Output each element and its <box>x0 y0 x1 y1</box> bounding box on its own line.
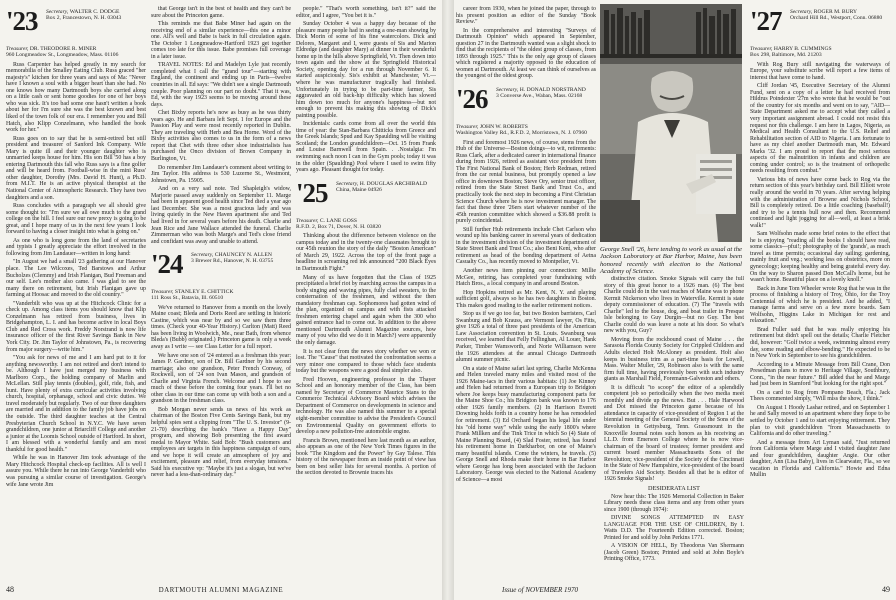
right-column-2 <box>604 276 744 568</box>
right-page <box>454 0 896 600</box>
running-footer-right: Issue of NOVEMBER 1970 <box>502 586 579 594</box>
left-page <box>0 0 442 600</box>
desiderata-subhead: DESIDERATA LIST <box>648 484 700 492</box>
paragraph: Various bits of news have come back to Rog via the return section of this year's birthday card. Bill Elliott wrote really around the world in 70 years. After serving helping with the administration of Browne and Nichols School, Bill is completely retired. Do a little coaching (baseball!) and try to be a tennis bull now and then. Recommend continued and light jogging for all—well, at least a brisk walk!" <box>750 176 890 229</box>
paragraph: And a message from Art Lyman said, "Just returned from California where Marge and I visited daughter Jane and four grandchildren, daughter Angie. Our other daughter, Ann (Lisa Baby), lives in Clearwater, Fla., so we vacation in Florida and California." Howie and Edna Mullin <box>750 439 890 479</box>
paragraph: This reminds me that Babe Miner had again on the receiving end of a similar experience—this one a minor one. All's well and Babe is back in full circulation again. The October 1 Longmeadow-Hartford 1923 get together comes too late for this issue. Babe promises full coverage in a later issue. <box>151 21 291 60</box>
paragraph: people." "That's worth something, isn't it?" said the editor, and I agree, "You bet it is." <box>296 6 436 19</box>
paragraph: Cliff Jordan '45, Executive Secretary of the Alumni Fund, sent on a copy of a letter he had received from Hildrus Poindexter '27m who wrote that he would be "out of the country for six months and went on to say, "AID—State Department asked me to accept what they called a very important assignment abroad. I could not resist this request nor this challenge. I am here in Lagos, Nigeria, as Medical and Health Consultant to the U.S. Relief and Rehabilitation section of AID to Nigeria. I am fortunate to have as my chief another Dartmouth man, Mr. Edward Marks '32. I am proud to report that the most serious aspects of the malnutrition in infants and children are coming under control; so is the treatment of orthopedic needs resulting from combat." <box>750 83 890 175</box>
paragraph: While he was in Hanover Jim took advantage of the Mary Hitchcock Hospital check-up facilities. All is well I assure you. While there he ran into George Vanderbilt who was pursuing a similar course of investigation. George's wife Jane wrote Jim <box>6 455 146 488</box>
paragraph: In the comprehensive and interesting "Surveys of Dartmouth Opinion" which appeared in September, question 27 in the Dartmouth wanted was a slight shock to find that the recipients of "the oldest group of classes, from 1893 through 1925." This is the only age group of classes which registered a majority opposed to the education of women at Dartmouth. At least we can think of ourselves as the youngest of the oldest group. <box>456 27 596 80</box>
paragraph: We have one son of '24 entered as a freshman this year: James P. Gardner, son of Dr. Bill Gardner by his second marriage; also one grandson, Peter French Conway, of Rockwell, son of '24 son Ivan Mason, and grandson of Charlie and Virginia French. Welcome and I hope to see much of these before the coming four years. I'll bet no other class in our time can come up with both a son and a grandson in the freshman class. <box>151 352 291 405</box>
paragraph: With Rog Bury still navigating the waterways of Europe, your substitute scribe will report a few items of interest that have come to hand. <box>750 61 890 81</box>
paragraph: Many of us have forgotten that the Class of 1925 precipitated a brief riot by marching across the campus in a body singing and waving pipes, fully clad sweaters, to the consternation of the freshmen, and without the then mandatory freshman cap. Sophomores had gotten wind of the plan, organized on campus and with fists attacked freshmen entering chapel and again when the 300 who gained entrance had to come out. In addition to the above mentioned Dartmouth Alumni Magazine sources, how many of you who did we do it in March?) were apparently the only damage. <box>296 274 436 347</box>
paragraph: Bob Morgan never sends us news of his work as chairman of the Boston Five Cents Savings Bank, but my helpful spies sent a clipping from "The U. S. Investor" (9-21-70) describing the bank's "Have a Happy Day" program, and showing Bob presenting the first award medal to Mayor White. Said Bob: "Bush customers and employees are targets in this happiness campaign of ours, and we hope it will create an atmosphere of joy and excitement, pleasure and relief, from everyday tensions." Said his executive vp: "Maybe it's just a slogan, but we've never had a less-than-ordinary day." <box>151 406 291 479</box>
george-snell-photo <box>600 4 742 242</box>
left-column-2 <box>151 6 291 576</box>
class-year: '23 <box>6 6 38 36</box>
class-secretary: Secretary, WALTER C. DODGE Box 2, Francestown, N. H. 03043 <box>46 9 122 22</box>
class-secretary: Secretary, CHAUNCEY N. ALLEN 3 Brewer Rd., Hanover, N. H. 03755 <box>191 252 274 265</box>
paragraph: Stop us if we go too far, but two Boston barristers, Carl Swanburg and Bob Krauss, are Vermont lawyer, Os Fitts, give 1926 a total of three past presidents of the American Law Association convention in St. Louis. Swanburg was received, we learned that Felly Fellinghan, Al Louer, Hank Parker, Timber Wamsworth, and Norie Williamson were the 1926 attendees at the annual Chicago Dartmouth alumni summer picnic. <box>456 311 596 364</box>
class-header-1926 <box>456 84 596 122</box>
class-secretary: Secretary, H. DOUGLAS ARCHIBALD China, Maine 04926 <box>336 180 428 193</box>
class-secretary: Secretary, H. DONALD NORSTRAND 3 Converse Ave., Waban, Mass. 02168 <box>496 87 586 100</box>
class-treasurer: Treasurer, DR. THEODORE R. MINER 960 Longmeadow St., Longmeadow, Mass. 01106 <box>6 46 119 59</box>
paragraph: career from 1930, when he joined the paper, through to his present position as editor of the Sunday "Book Review." <box>456 6 596 26</box>
paragraph: distinctive citation. Smoke Signals will carry the full story of this great honor to a 1926 man. (6) The best Charlie could do in the vast reaches of Maine was to phone Kermit Nickerson who lives in Waterville. Kermit is state deputy commissioner of education. (7) The "travels with Charlie" led to the house, dog, and boat trailer in Presque Isle belonging to Guy Durgin—but no Guy. The best Charlie could do was leave a note at his door. So what's new with you, Guy? <box>604 276 744 335</box>
paragraph: Sunday October 4 was a happy day because of the pleasure many people had in seeing a one-man showing by Dick Morin of some of his fine watercolors. Dick and Delores, Margaret and I, were guests of Sis and Marion Eldredge (and daughter Mary) at dinner in their wonderful home up in the hills above Springfield, Vt. Then down into town again and the show at the Springfield Historical Society, opening day for a run through November 6. It started auspiciously. Sis's exhibit at Manchester, Vt.—where he was manufacturer tragically had finished. Unfortunately in trying to be part-time farmer, Sis aggravated an old back-hip difficulty which has slowed him down too much for anyone's happiness—but not enough to prevent his making this showing of Dick's painting possible. <box>296 21 436 119</box>
paragraph: Back in June Tom Wheeler wrote Rog that he was in the process of finishing a history of Troy, Ohio, for the Troy Centennial of which he is president. And he added, "I manage farms and serve on a few more boards. Sam Wolfsohn, Higgins Lake in Michigan for rest and relaxation." <box>750 285 890 325</box>
paragraph: Russ Carpenter has helped greatly in my search for memorabilia of the Smalley Eating Club. Russ graced "her majesty's" kitchen for three years and says of Ma: "Never have I known a soul with a bigger heart than she had. No one knows how many Dartmouth boys she carried along on a little cash or sent home goodies for one of her boys who was sick. It's too bad some one hasn't written a book about her for I'm sure she was the best known and best liked of the town folk of our era. I remember you and Bill Hatch, also Klipp Conzelmann, who handled the book work for her." <box>6 61 146 134</box>
paragraph: Another news item pinning our connection: Millie McGee, retiring, has completed your fundraising with Hatch Bros., a local company in and around Boston. <box>456 268 596 288</box>
photo-caption: George Snell '26, here tending to work as usual at the Jackson Laboratory at Bar Harbor, Maine, has been honored recently with election to the National Academy of Science. <box>600 246 742 276</box>
paragraph: Russ goes on to say that he is semi-retired but still president and treasurer of Sanford Ink Company. Wife Mary is quite ill and their younger daughter who is unmarried keeps house for him. His son Bill '50 has a boy entering Dartmouth this fall who Russ says is a fine golfer and will be heard from. Football-wise in the mini Russ' other daughter, Dorothy (Mrs. David H. Hunt), a Ph.D. from M.I.T. He is an active physical therapist at the National Center of Atmospheric Research. They have two daughters and a son. <box>6 135 146 201</box>
paragraph: As one who is long gone from the land of secretaries and typists I greatly appreciate the effort involved in the following from Jim Landauer—written in long hand: <box>6 237 146 257</box>
paragraph: Now hear this: The 1926 Memorial Collection in Baker Library needs these class items and any from other years since 1900 (through 1974): <box>604 493 744 513</box>
paragraph: TRAVEL NOTES: Ed and Madelyn Lyle just recently completed what I call the "grand tour"—starting with England, the continent and ending up in Paris—twelve countries in all. Ed says: "We didn't see a single Dartmouth couple. Poor planning on our part no doubt." That it was, Ed, with the way 1923 seems to be moving around these days. <box>151 62 291 108</box>
paragraph: "In August we had a small '23 gathering at our Hanover place. The Lee Wilcoxes, Ted Barstows and Arthur Bucholzes (Clemmy) and Irish Flanigan, Bud Freeman and our self. Lee's mother also came. I was glad to see the many there on retirement, but Irish Flanigan gave up farming at Hoosac and moved to the old country." <box>6 259 146 299</box>
class-treasurer: Treasurer, HARRY B. CUMMINGS Box 298, Baltimore, Md. 21203 <box>750 46 832 59</box>
class-header-1924 <box>151 249 291 287</box>
paragraph: "Vanderbilt who was up at the Hitchcock Clinic for a check up. Among class items you should know that Klip Conzelmann has retired from business, lives in Bridgehampton, L. I. and has become active in local Boys Club and Red Cross work. Freddy Norstrand is now life insurance officer of the first River Savings Bank in New York City. Dr. Jim Taylor of Johnstown, Pa., is recovering from major surgery—write him." <box>6 300 146 353</box>
paragraph: Chet Bixby reports he's now as busy as he was thirty years ago. He and Barbara left Sept. 1 for Europe and the Passion Play and were most recently reported in Dublin. They are traveling with Herb and Bea Horne. Word of the Bixby activities also comes to us in the form of a news report that Chet with three other shoe industrialists has purchased the Onco division of Brown Company in Burlington, Vt. <box>151 110 291 163</box>
paragraph: Fred Hooven, engineering professor in the Thayer School and an honorary member of the Class, has been named by Secretary of Commerce Maurice Stans to the Commerce Technical Advisory Board which advises the Department of Commerce on developments in science and technology. He was also named this summer to a special eight-member committee to advise the President's Council on Environmental Quality on government efforts to develop a new pollution-free automobile engine. <box>296 376 436 436</box>
paragraph: On a state of Maine safari last spring, Charlie McKenna and Helen traveled many miles and visited most of the 1926 Maine-iacs in their various habitats: (1) Joe Kinney and Helen had returned from a European trip to Bridgton where Joe keeps busy manufacturing component parts for the Maine Shoe Co.; his Bridgton bank was known to 176 other 1926 family members. (2) In Harrison Everett Downing holds forth in a country home he has remodeled for retirement. (3) Ed Orchard began his legal life under his "old home way" while using the early 1800's where Frank Millken and the Tink Trice in which So (4) State of Maine Planning Board, (4) Slad Foster, retired, has found his retirement home in Darkharbor, on one of Maine's many beautiful islands. Come the winters, he travels. (5) George Snell and Rhoda make their home in Bar Harbor where George has long been associated with the Jackson Laboratory. George was elected to the National Academy of Science—a most <box>456 365 596 483</box>
class-treasurer: Treasurer, JOHN W. ROBERTS Washington Valley Rd., R.F.D. 2, Morristown, N. J. 07960 <box>456 124 587 137</box>
class-year: '27 <box>750 6 782 36</box>
paragraph: A VISION OF HELL, By Theodorus Van Shermann (Jacob Green) Boston; Printed and sold at John Boyle's Printing Office, 1773. <box>604 543 744 563</box>
left-column-1 <box>6 6 146 576</box>
paragraph: On a card to Rog from Pompano Beach, Fla.; Jack Thees commented simply, "Will miss the show, I think." <box>750 389 890 403</box>
right-column-3 <box>750 6 890 576</box>
paragraph: It is difficult "to scoop" the editor of a splendidly competent job so periodically when the two media meet monthly and divide up the news. But . . . Hale Harwood and Dot missed the Princeton game because of his attendance in capacity of vice-president of Region 1 at the biennial meeting of the General Society of the Sons of the Revolution in Gettysburg, Tenn. Grassmount in the Knoxville Journal notes such honors as his receiving an LL.D. from Emerson College where he is now vice-chairman of the board of trustees; former president and current board member Massachusetts Sons of the Revolution; vice-president of the Society of the Cincinnati in the State of New Hampshire, vice-president of the board of Travelers Aid Society. Besides all that he is editor of 1926 Smoke Signals! <box>604 384 744 483</box>
paragraph: Brad Fuller said that he was really enjoying his retirement but didn't spell out the details; Charlie Fletcher did, however: "Golf twice a week, swimming almost every day, some reading and elbow-bending." He expected to be in New York in September to see his grandchildren. <box>750 326 890 360</box>
page-gutter <box>442 0 454 600</box>
paragraph: DIVINE SONGS ATTEMPTED IN EASY LANGUAGE FOR THE USE OF CHILDREN, By I. Watts D.D. The Fourteenth Edition corrected. Boston; Printed for and sold by John Perkins 1771. <box>604 515 744 541</box>
page-number-left: 48 <box>6 585 14 594</box>
class-year: '24 <box>151 249 183 280</box>
paragraph: According to a Minute Message from Bill Crane, Don Presedman plans to move to Heritage Village, Southbury, Conn., "in the near future." Bill added that he and Marge had just been in Stamford "but looking for the right spot." <box>750 361 890 388</box>
class-header-1925 <box>296 178 436 216</box>
paragraph: It is not clear from the news story whether we won or lost. The "Cause" that motivated the confrontation seems a very minor one compared to those which face students today but the weapons were a good deal simpler also. <box>296 348 436 375</box>
paragraph: We've returned to Hanover from a month on the lovely Maine coast; Bleda and Doris Reed are settling in historic Castine, which was near by and so we saw them three times. (Check your 40-Year History.) Carlton (Matt) Reed has been living in Woolwich, Me., near Bath, from whence Bleda's (Bubb) originated.) Princeton game is only a week away as I write — see Class Letter for a full report. <box>151 304 291 351</box>
paragraph: Thinking about the difference between violence on the campus today and in the twenty-one classmates brought to our 45th reunion the story of the daily "Boston American" of March 29, 1922. Across the top of the front page a headline in screaming red ink announced "200 Black Eyes in Dartmouth Fight." <box>296 233 436 272</box>
paragraph: Russ concludes with a paragraph we all should give some thought to: "I'm sure we all owe much to the grand college on the hill. I feel sure our new prexy is going to be great, and I hope many of us in the next few years I look forward to having a closer insight into what is going on." <box>6 203 146 236</box>
paragraph: On August 1 Hoody Lashar retired, and on September 1 he and Sally moved to an apartment where they hope to be settled by October 1 and to start enjoying retirement. They plan to visit grandchildren "from Massachusetts to California and do other traveling." <box>750 404 890 438</box>
paragraph: Sam Wolfsohn made some brief notes to the effect that he is enjoying "reading all the books I should have read, some classics—pfui!; photography of the 'grands', as much travel as time permits; occasional day sailing; gardening, mainly fruit and veg.; working less on obstetrics, more on gynecology; keeping healthy and being grateful every day. On the way to Sharon passed Don McCall's home, but he wasn't home. Beautiful place on a lovely knoll." <box>750 231 890 284</box>
class-treasurer: Treasurer, C. LANE GOSS R.F.D. 2, Box 71, Dover, N. H. 03820 <box>296 217 381 230</box>
library-photo-image <box>600 4 742 242</box>
paragraph: Do remember Jim Landauer's comment about writing to Jim Taylor. His address is 530 Luzerne St., Westmont, Johnstown, Pa. 15905. <box>151 164 291 184</box>
paragraph: And on a very sad note. Ted Shapleigh's widow, Marjorie passed away suddenly on September 11. Marge had been in apparent good health since Ted died a year ago last December. She was a most gracious lady and was living quietly in the New Haven apartment she and Ted had lived in for several years before his death. Charlie and Jean Rice and Jane Wallace attended the funeral. Charlie Zimmerman who was both Marge's and Ted's close friend and confidant was away and unable to attend. <box>151 186 291 245</box>
paragraph: First and foremost 1926 news, of course, stems from the Hub of the Universe—Boston doings—to wit, retirements: Russ Clark, after a dedicated career in international finance during from 1926, retired as assistant vice president from The First National Bank of Boston; Herb Redman, retired from the car rental business, but promptly opened a law office in downtown Boston; Steve Ory, senior trust officer, retired from the State Street Bank and Trust Co., and practically took the next step in becoming a First Christian Science Church where he is now investment manager. The fact that these three '26ers start whatever number of the 45th reunion committee which showed a $36.88 profit is purely coincidental. <box>456 139 596 225</box>
paragraph: "You ask for news of me and I am hard put to it for anything newsworthy. I am not retired and don't intend to be. Although I have just merged my business with Marlboro Corp., the holding company of Marlin and McLellan. Still play tennis (doubles), golf, ride, fish, and hunt. Have plenty of extra curricular activities involving church, hospital, orphanage, school and civic duties. We travel moderately but regularly. Two of our three daughters are married and in addition to the family job have jobs on the outside. The third daughter teaches at the Central Presbyterian Church School in N.Y.C. We have seven grandchildren, one junior at Briarcliff College and another a junior at the Loomis School outside of Hartford. In short, I am blessed with a wonderful family and am most thankful for good health." <box>6 355 146 453</box>
class-treasurer: Treasurer, STANLEY E. CHITTICK 111 Ross St., Batavia, Ill. 60510 <box>151 289 234 302</box>
running-footer-left: DARTMOUTH ALUMNI MAGAZINE <box>158 587 284 594</box>
paragraph: Francis Brown, mentioned here last month as an author, also appears as one of the New York Times figures in the book "The Kingdom and the Power" by Gay Talese. This history of the newspaper from an inside point of view has been on best seller lists for several months. A portion of the section devoted to Brownie traces his <box>296 437 436 477</box>
left-column-3 <box>296 6 436 576</box>
paragraph: Moving from the rockbound coast of Maine . . . the Sarasota Florida County Society for Crippled Children and Adults elected Holt McAloney as president. Holt also keeps in business trim as a part-time basis for Lowell, Mass. Walter Muller, '29, Robinson also is with the same firm full time, having previously been with such industry giants as Marshall Field, Foremann-Galveston and others. <box>604 336 744 383</box>
class-year: '25 <box>296 177 328 208</box>
paragraph: Still further Hub retirements include Chet Carlson who wound up his banking career in several years of dedication in the investment division of the investment department of State Street Bank and Trust Co.; also Beni Kent, who after retirement as head of the bonding department of Aetna Casualty Co., has recently moved to Montpelier, Vt. <box>456 226 596 266</box>
class-year: '26 <box>456 84 488 115</box>
class-header-1927 <box>750 6 890 44</box>
class-secretary: Secretary, ROGER M. BURY Orchard Hill Rd., Westport, Conn. 06880 <box>790 9 883 22</box>
paragraph: Incidentals: cards come from all over the world this time of year: the Stan-Barbara Chitticks from Greece and the Greek Islands; Spud and Kay Spaulding will be visiting Scotland; the London grandchildren—Oct. 15 from Frank and Louise Barnwell from Spain. . .Nostalgia: I'm swimming each noon I can in the Gym pools; today it was in the older (Spaulding) Pool where I used to swim fifty years ago. Pleasant thought for today. <box>296 121 436 174</box>
right-column-1 <box>456 6 596 576</box>
paragraph: that George isn't in the best of health and they can't be sure about the Princeton game. <box>151 6 291 19</box>
class-header-1923 <box>6 6 146 44</box>
paragraph: Hop Hopkins retired as Mr. Kent, N. Y. and playing sufficient golf, always so he has two daughters in Boston. This makes good reading to the earlier retirement notices. <box>456 289 596 309</box>
page-number-right: 49 <box>882 585 890 594</box>
